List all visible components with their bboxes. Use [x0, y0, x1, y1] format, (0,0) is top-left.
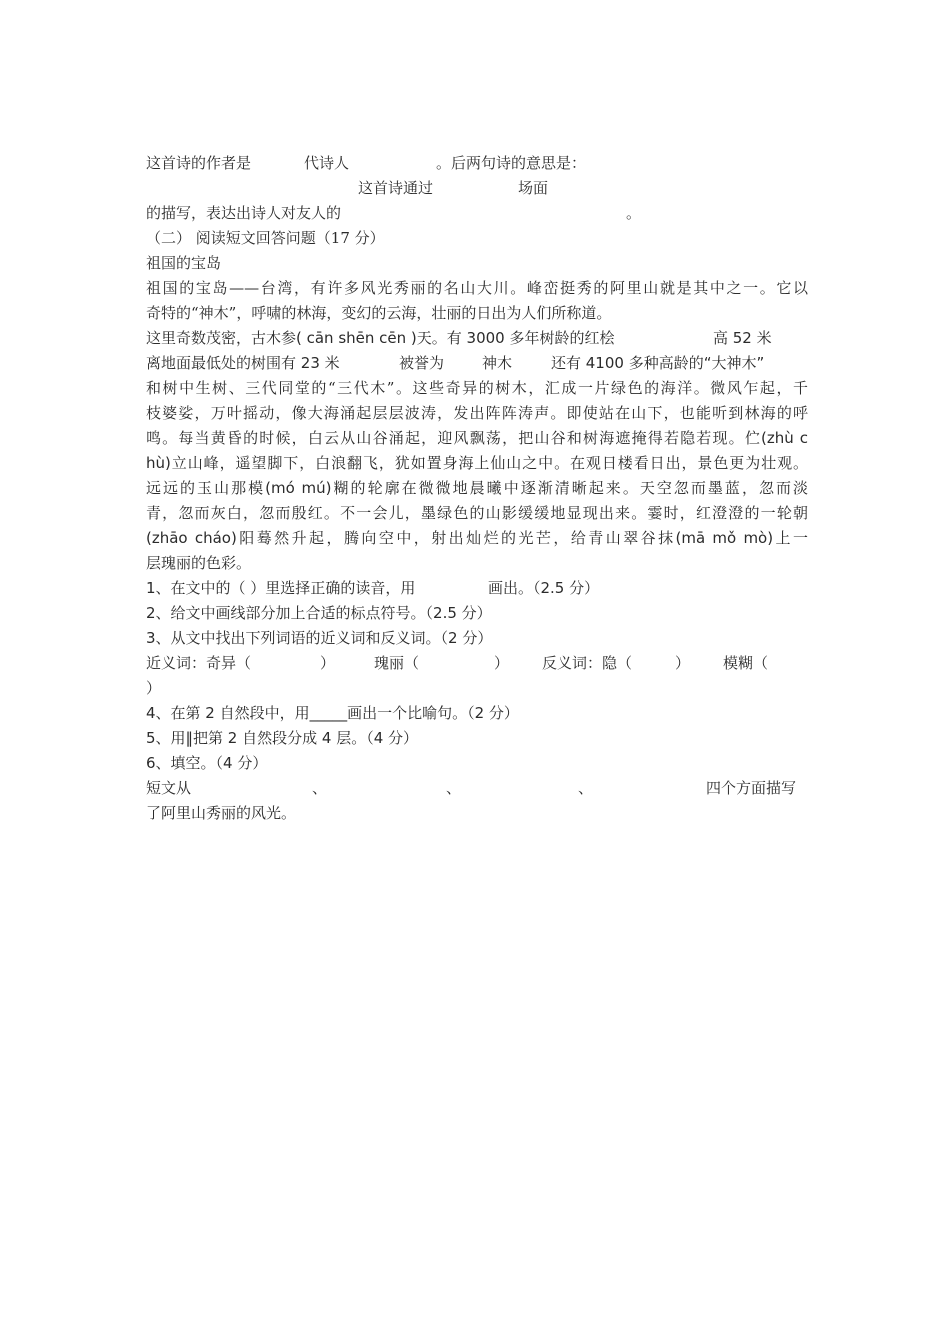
question-5: 5、用‖把第 2 自然段分成 4 层。（4 分） — [146, 729, 419, 747]
article-paragraph-1-line-2: 奇特的“神木”，呼啸的林海，变幻的云海，壮丽的日出为人们所称道。 — [146, 304, 612, 322]
question-2: 2、给文中画线部分加上合适的标点符号。（2.5 分） — [146, 604, 492, 622]
text: 、 — [446, 779, 462, 797]
article-title: 祖国的宝岛 — [146, 254, 222, 272]
text: 高 52 米 — [713, 329, 772, 347]
text: ） — [494, 654, 510, 672]
text: ） — [320, 654, 336, 672]
text: 画出。（2.5 分） — [488, 579, 600, 597]
poem-scene-line — [146, 178, 808, 198]
text: 这首诗通过 — [358, 179, 434, 197]
text: 模糊（ — [723, 654, 769, 672]
article-paragraph-2-line-9: (zhāo cháo)阳蓦然升起，腾向空中，射出灿烂的光芒，给青山翠谷抹(mā mǒ mò)上一 — [146, 529, 808, 547]
text: 短文从 — [146, 779, 192, 797]
text: 还有 4100 多种高龄的“大神木” — [551, 354, 765, 372]
text: 神木 — [482, 354, 513, 372]
text: 。 — [626, 204, 642, 222]
article-paragraph-2-line-7: 远远的玉山那模(mó mú)糊的轮廓在微微地晨曦中逐渐清晰起来。天空忽而墨蓝，忽而淡 — [146, 479, 808, 497]
text: 代诗人 — [304, 154, 350, 172]
text: 。后两句诗的意思是： — [436, 154, 587, 172]
question-4: 4、在第 2 自然段中，用_____画出一个比喻句。（2 分） — [146, 704, 519, 722]
text: 四个方面描写 — [706, 779, 797, 797]
poem-author-line — [146, 153, 808, 173]
question-3-blanks — [146, 653, 808, 673]
question-6-blanks-end: 了阿里山秀丽的风光。 — [146, 804, 297, 822]
text: 的描写，表达出诗人对友人的 — [146, 204, 342, 222]
text: 、 — [578, 779, 594, 797]
text: 瑰丽（ — [374, 654, 420, 672]
question-3-blanks-end: ） — [146, 679, 162, 697]
article-paragraph-2-line-8: 青，忽而灰白，忽而殷红。不一会儿，墨绿色的山影缓缓地显现出来。霎时，红澄澄的一轮朝 — [146, 504, 808, 522]
text: 、 — [312, 779, 328, 797]
article-paragraph-2-line-2 — [146, 353, 808, 373]
text: ） — [675, 654, 691, 672]
question-6: 6、填空。（4 分） — [146, 754, 268, 772]
article-paragraph-2-line-3: 和树中生树、三代同堂的“三代木”。这些奇异的树木，汇成一片绿色的海洋。微风乍起，千 — [146, 379, 808, 397]
text: 离地面最低处的树围有 23 米 — [146, 354, 340, 372]
question-1 — [146, 578, 808, 598]
text: 这首诗的作者是 — [146, 154, 252, 172]
article-paragraph-1-line-1: 祖国的宝岛——台湾，有许多风光秀丽的名山大川。峰峦挺秀的阿里山就是其中之一。它以 — [146, 279, 808, 297]
section-heading: （二） 阅读短文回答问题（17 分） — [146, 229, 385, 247]
text: 被誉为 — [399, 354, 445, 372]
question-3: 3、从文中找出下列词语的近义词和反义词。（2 分） — [146, 629, 493, 647]
text: 1、在文中的（ ）里选择正确的读音，用 — [146, 579, 416, 597]
text: 这里奇数茂密，古木参( cān shēn cēn )天。有 3000 多年树龄的红桧 — [146, 329, 615, 347]
text: 近义词：奇异（ — [146, 654, 252, 672]
article-paragraph-2-line-1 — [146, 328, 808, 348]
text: 场面 — [518, 179, 549, 197]
text: 反义词：隐（ — [542, 654, 633, 672]
article-paragraph-2-line-4: 枝婆娑，万叶摇动，像大海涌起层层波涛，发出阵阵涛声。即使站在山下，也能听到林海的呼 — [146, 404, 808, 422]
article-paragraph-2-line-10: 层瑰丽的色彩。 — [146, 554, 252, 572]
article-paragraph-2-line-6: hù)立山峰，遥望脚下，白浪翻飞，犹如置身海上仙山之中。在观日楼看日出，景色更为壮观。 — [146, 454, 808, 472]
article-paragraph-2-line-5: 鸣。每当黄昏的时候，白云从山谷涌起，迎风飘荡，把山谷和树海遮掩得若隐若现。伫(zhù c — [146, 429, 808, 447]
poem-feeling-line — [146, 203, 808, 223]
question-6-blanks — [146, 778, 808, 798]
